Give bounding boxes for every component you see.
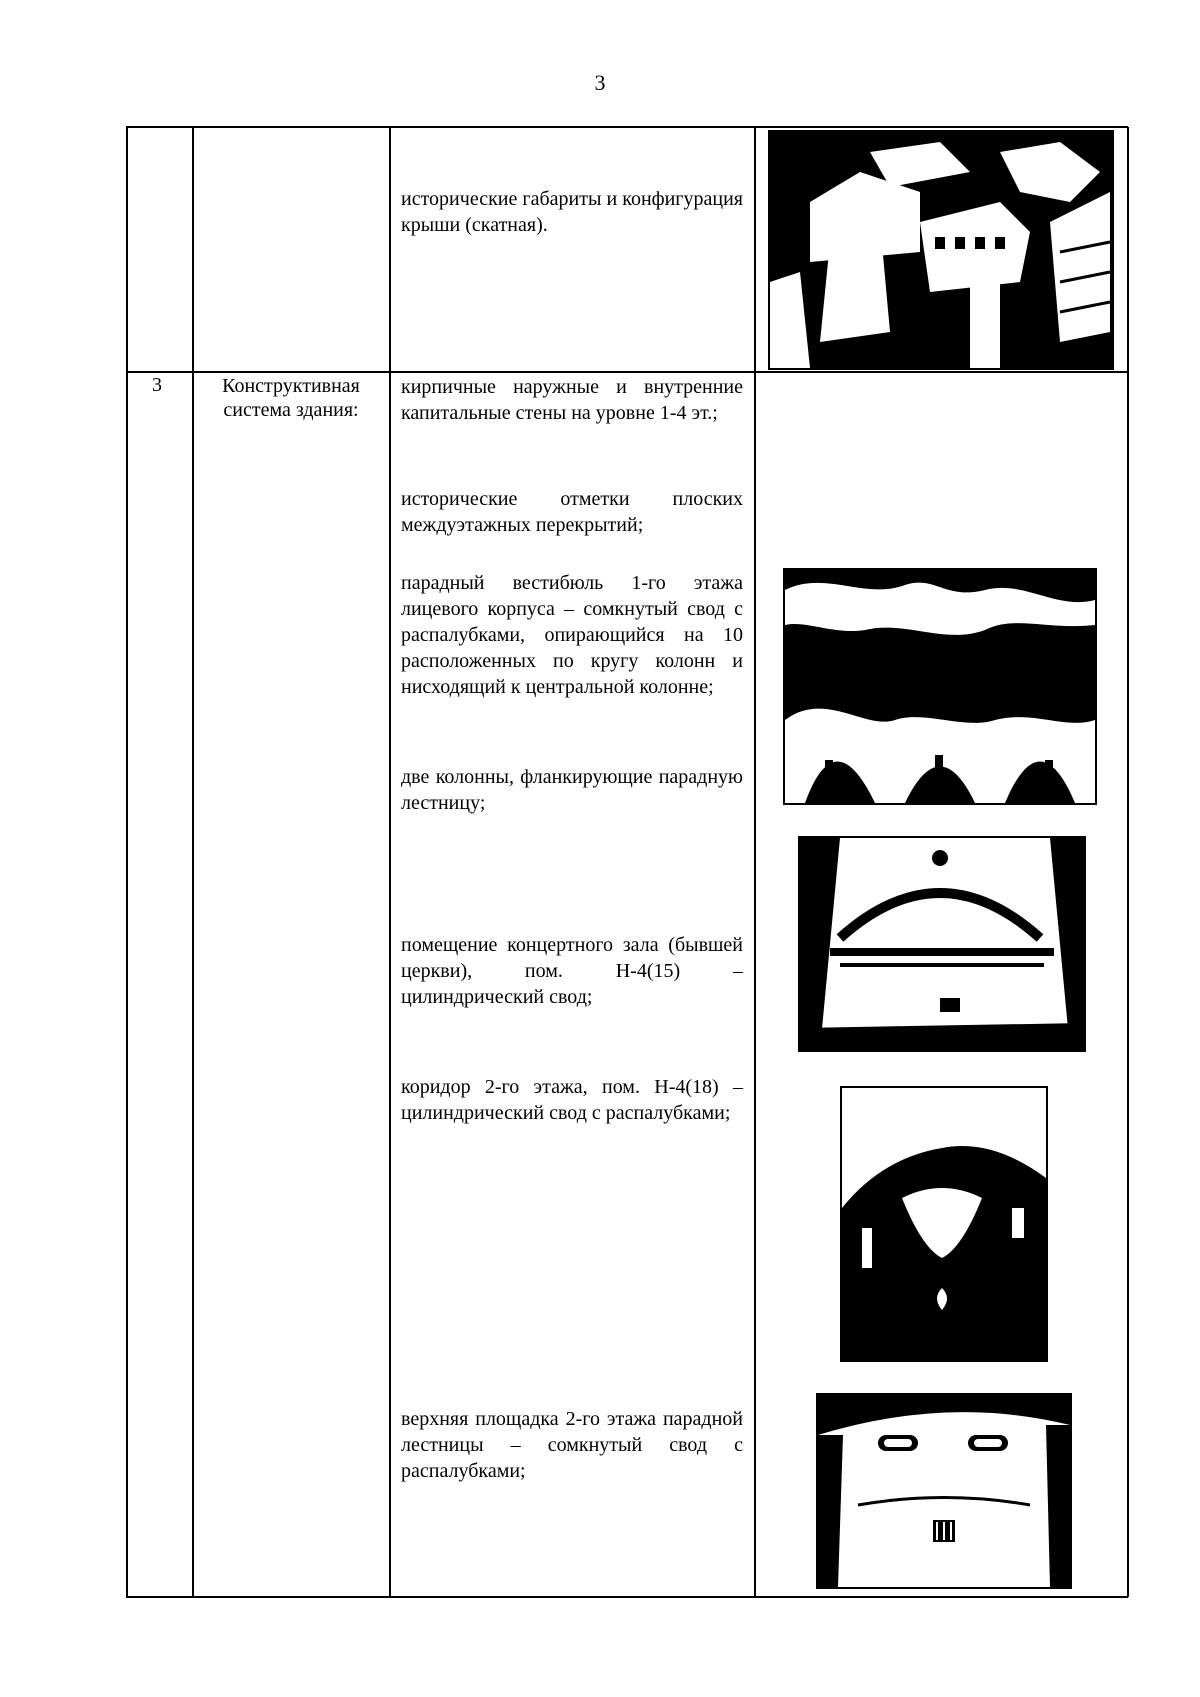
vestibule-text: парадный вестибюль 1-го этажа лицевого корпуса – сомкнутый свод с распалубками, опирающийся на 10 расположенных по кругу колонн и нисходящий к центральной колонне; bbox=[401, 572, 743, 698]
floors-text: исторические отметки плоских междуэтажных перекрытий; bbox=[401, 488, 743, 536]
concert-hall-photo bbox=[798, 836, 1086, 1052]
roof-photo bbox=[768, 130, 1114, 370]
row-number: 3 bbox=[152, 374, 162, 396]
corridor-text: коридор 2-го этажа, пом. Н-4(18) – цилиндрический свод с распалубками; bbox=[401, 1076, 743, 1124]
concert-hall-text: помещение концертного зала (бывшей церкви), пом. Н-4(15) – цилиндрический свод; bbox=[401, 934, 743, 1008]
staircase-landing-text: верхняя площадка 2-го этажа парадной лестницы – сомкнутый свод с распалубками; bbox=[401, 1408, 743, 1482]
roof-text: исторические габариты и конфигурация крыши (скатная). bbox=[401, 188, 743, 236]
staircase-landing-photo bbox=[816, 1393, 1072, 1589]
vestibule-vault-photo bbox=[783, 568, 1097, 805]
corridor-photo bbox=[840, 1086, 1048, 1362]
page-number: 3 bbox=[594, 70, 606, 95]
columns-text: две колонны, фланкирующие парадную лестницу; bbox=[401, 766, 743, 814]
walls-text: кирпичные наружные и внутренние капитальные стены на уровне 1-4 эт.; bbox=[401, 376, 743, 424]
row-title: Конструктивная система здания: bbox=[222, 375, 360, 421]
